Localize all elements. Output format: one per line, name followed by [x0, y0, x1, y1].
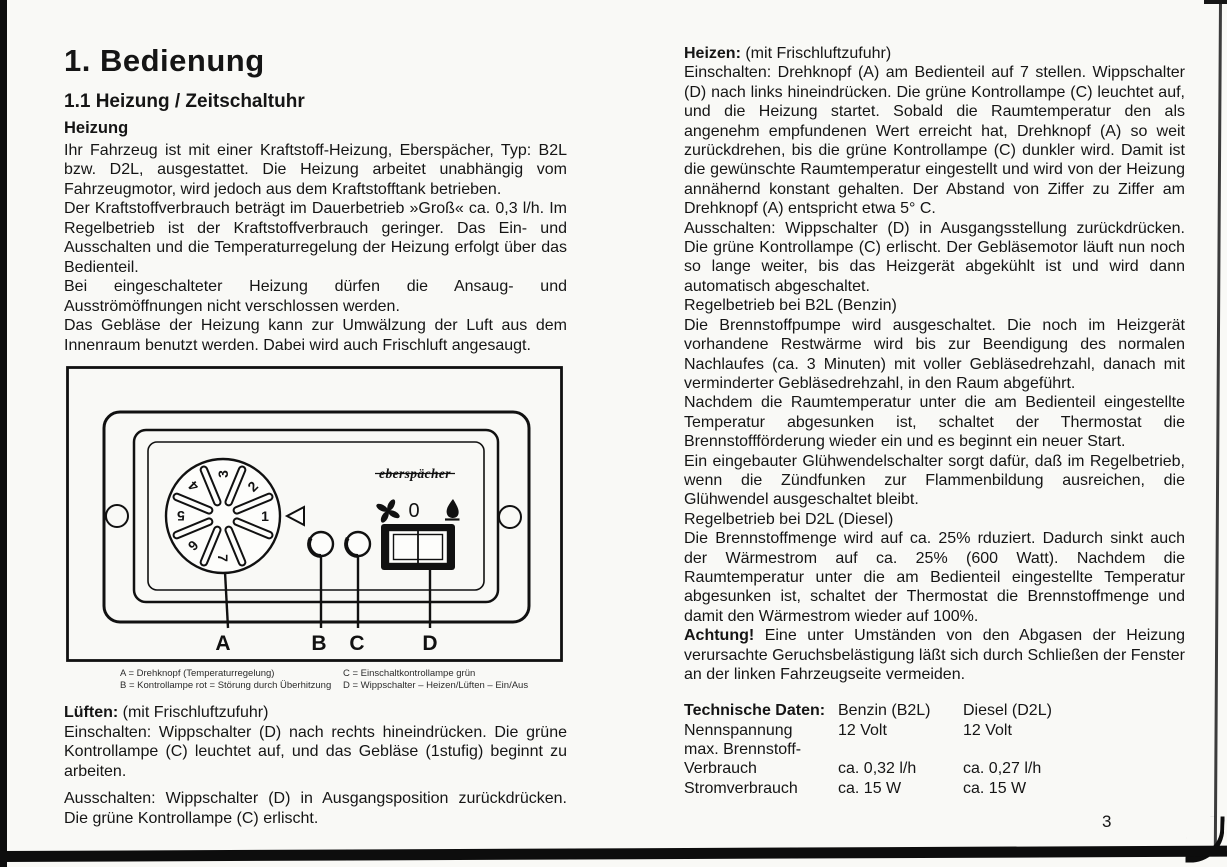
row-value-diesel: ca. 15 W [963, 779, 1027, 797]
off-position-label: 0 [408, 500, 420, 522]
table-row [684, 759, 1185, 778]
brand-logo [375, 466, 455, 481]
heizen-heading: Heizen: [684, 45, 741, 62]
technical-data-table [684, 701, 1185, 797]
temperature-dial-icon [166, 459, 280, 573]
table-row [684, 740, 1185, 759]
control-panel-figure [66, 366, 563, 662]
row-value-diesel [963, 740, 1185, 759]
dial-number: 4 [184, 477, 202, 495]
page-title: 1. Bedienung [64, 43, 265, 78]
heizung-paragraph: Der Kraftstoffverbrauch beträgt im Dauerbetrieb »Groß« ca. 0,3 l/h. Im Regelbetrieb ist der Kraftstoffverbrauch geringer. Das Ein- und Ausschalten und die Temperaturregelung der Heizung erfolgt über das Bedienteil. [64, 200, 567, 276]
dial-number: 3 [215, 470, 231, 478]
regelbetrieb-paragraph: Die Brennstoffpumpe wird ausgeschaltet. Die noch im Heizgerät vorhandene Restwärme wird bis zur Beendigung des normalen Nachlaufes (ca. 3 Minuten) mit voller Gebläsedrehzahl, danach mit verminderter Gebläsedrehzahl, in den Raum abgeführt. [684, 316, 1185, 392]
lueften-heading-suffix: (mit Frischluftzufuhr) [118, 704, 269, 721]
heizung-paragraph: Das Gebläse der Heizung kann zur Umwälzung der Luft aus dem Innenraum benutzt werden. Dabei wird auch Frischluft angesaugt. [64, 317, 567, 354]
right-column [684, 44, 1185, 798]
regelbetrieb-paragraph: Ein eingebauter Glühwendelschalter sorgt dafür, daß im Regelbetrieb, wenn die Zündfunken zur Flammenbildung ausreichen, die Glühwendel ausgeschaltet bleibt. [684, 452, 1185, 509]
legend-item-c: C = Einschaltkontrollampe grün [343, 668, 476, 679]
dial-number: 6 [184, 537, 202, 555]
page-number: 3 [1102, 812, 1112, 831]
scan-edge-left [0, 0, 7, 867]
row-value-diesel: 12 Volt [963, 721, 1012, 739]
flame-icon [445, 499, 460, 520]
heizen-paragraph: Einschalten: Drehknopf (A) am Bedienteil auf 7 stellen. Wippschalter (D) nach links hineindrücken. Die grüne Kontrollampe (C) leuchtet auf, und die Heizung startet. Sobald die Raumtemperatur den als angenehm empfundenen Wert erreicht hat, Drehknopf (A) so weit zurückdrehen, bis die grüne Kontrollampe (C) dunkler wird. Damit ist die gewünschte Raumtemperatur eingestellt und wird von der Heizung annähernd konstant gehalten. Der Abstand von Ziffer zu Ziffer am Drehknopf (A) entspricht etwa 5° C. [684, 64, 1185, 218]
achtung-note [684, 626, 1185, 684]
indicator-lamp-green-icon [346, 532, 370, 556]
lueften-heading: Lüften: [64, 704, 119, 721]
dial-number: 5 [177, 508, 185, 524]
dial-number: 2 [244, 477, 262, 495]
callout-label-c: C [349, 632, 365, 655]
col-benzin-header: Benzin (B2L) [838, 702, 931, 720]
table-header-row [684, 701, 1185, 720]
lueften-section [64, 703, 567, 828]
row-value-benzin: 12 Volt [838, 721, 887, 739]
regelbetrieb-d2l-heading: Regelbetrieb bei D2L (Diesel) [684, 510, 894, 528]
regelbetrieb-paragraph: Die Brennstoffmenge wird auf ca. 25% rduziert. Dadurch sinkt auch der Wärmestrom auf ca. 25% (600 Watt). Nachdem die Raumtemperatur unter die am Bedienteil eingestellte Temperatur abgesunken ist, schaltet der Thermostat die Brennstoffmenge und damit den Wärmestrom wieder auf 100%. [684, 530, 1185, 625]
heizung-paragraph: Bei eingeschalteter Heizung dürfen die Ansaug- und Ausströmöffnungen nicht verschlossen werden. [64, 278, 567, 315]
row-value-benzin: ca. 0,32 l/h [838, 760, 917, 778]
left-column [64, 44, 567, 828]
table-row [684, 779, 1185, 798]
heizung-paragraph: Ihr Fahrzeug ist mit einer Kraftstoff-Heizung, Eberspächer, Typ: B2L bzw. D2L, ausgestattet. Die Heizung arbeitet unabhängig vom Fahrzeugmotor, wird jedoch aus dem Kraftstofftank betrieben. [64, 141, 567, 198]
row-label: Verbrauch [684, 760, 757, 778]
regelbetrieb-b2l-heading: Regelbetrieb bei B2L (Benzin) [684, 297, 897, 315]
dial-pointer-icon [287, 507, 304, 525]
figure-legend [120, 668, 567, 691]
dial-number: 7 [215, 554, 231, 562]
table-title: Technische Daten: [684, 702, 826, 720]
row-value-diesel: ca. 0,27 l/h [963, 760, 1042, 778]
achtung-text: Eine unter Umständen von den Abgasen der Heizung verursachte Geruchsbelästigung läßt sich durch Schließen der Fenster an der linken Fahrzeugseite vermeiden. [684, 627, 1185, 683]
row-label: Stromverbrauch [684, 779, 798, 797]
section-title: 1.1 Heizung / Zeitschaltuhr [64, 91, 305, 112]
regelbetrieb-paragraph: Nachdem die Raumtemperatur unter die am Bedienteil eingestellte Temperatur abgesunken ist, schaltet der Thermostat die Brennstoffförderung wieder ein und es beginnt ein neuer Start. [684, 394, 1185, 451]
legend-item-b: B = Kontrollampe rot = Störung durch Überhitzung [120, 679, 332, 691]
row-label: max. Brennstoff- [684, 741, 802, 758]
heizen-heading-suffix: (mit Frischluftzufuhr) [740, 45, 892, 62]
row-value-benzin [838, 740, 963, 759]
mounting-hole-right [499, 506, 521, 528]
scan-edge-bottom [0, 846, 1227, 862]
dial-number: 1 [261, 508, 269, 524]
indicator-lamp-red-icon [309, 532, 333, 556]
callout-label-d: D [422, 632, 438, 655]
lueften-paragraph: Einschalten: Wippschalter (D) nach rechts hineindrücken. Die grüne Kontrollampe (C) leuchtet auf, und das Gebläse (1stufig) beginnt zu arbeiten. [64, 723, 567, 780]
rocker-switch-icon [381, 524, 455, 570]
table-row [684, 721, 1185, 740]
scan-corner-tick [1204, 0, 1227, 4]
heizen-paragraph: Ausschalten: Wippschalter (D) in Ausgangsstellung zurückdrücken. Die grüne Kontrollampe (C) erlischt. Der Gebläsemotor läuft nun noch so lange weiter, bis das Heizgerät abgekühlt ist und wird dann automatisch abgeschaltet. [684, 219, 1185, 295]
heizung-heading: Heizung [64, 119, 129, 137]
mounting-hole-left [106, 505, 128, 527]
legend-item-d: D = Wippschalter – Heizen/Lüften – Ein/Aus [343, 679, 529, 691]
row-value-benzin: ca. 15 W [838, 779, 902, 797]
row-label: Nennspannung [684, 721, 793, 739]
callout-label-a: A [215, 632, 231, 655]
callout-label-b: B [311, 632, 327, 655]
svg-text:eberspächer: eberspächer [379, 466, 451, 481]
scan-edge-right [1214, 2, 1222, 847]
achtung-heading: Achtung! [684, 627, 755, 645]
lueften-paragraph: Ausschalten: Wippschalter (D) in Ausgangsposition zurückdrücken. Die grüne Kontrollampe (C) erlischt. [64, 790, 567, 827]
control-panel-diagram [66, 366, 563, 662]
col-diesel-header: Diesel (D2L) [963, 702, 1052, 720]
legend-item-a: A = Drehknopf (Temperaturregelung) [120, 668, 275, 679]
fan-icon [375, 498, 401, 524]
